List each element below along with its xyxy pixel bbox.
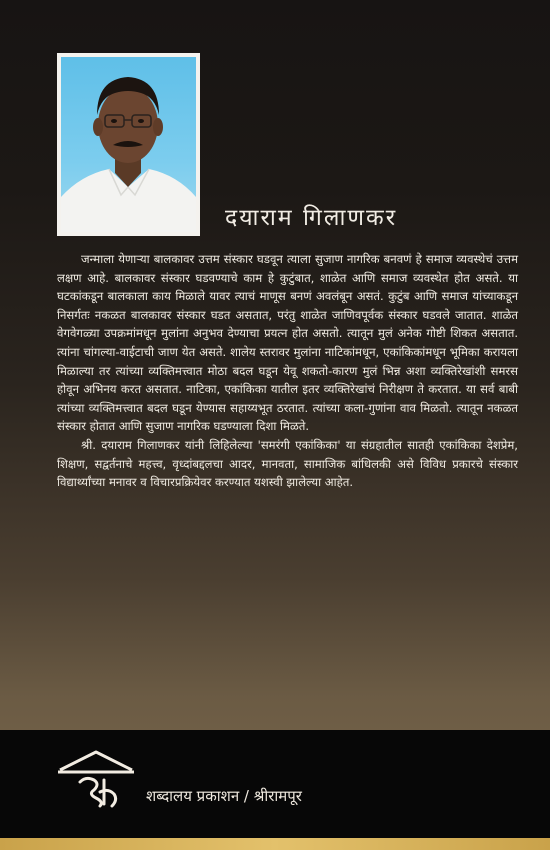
author-portrait-image <box>61 57 196 232</box>
author-name: दयाराम गिलाणकर <box>225 205 398 231</box>
book-description <box>57 250 518 492</box>
publisher-name: शब्दालय प्रकाशन / श्रीरामपूर <box>146 787 302 805</box>
house-sha-logo-icon <box>56 748 136 810</box>
accent-strip <box>0 838 550 850</box>
description-paragraph-2: श्री. दयाराम गिलाणकर यांनी लिहिलेल्या 'समरंगी एकांकिका' या संग्रहातील सातही एकांकिका देशप्रेम, शिक्षण, सद्वर्तनाचे महत्त्व, वृध्दांबद्दलचा आदर, मानवता, सामाजिक बांधिलकी असे विविध प्रकारचे संस्कार विद्यार्थ्यांच्या मनावर व विचारप्रक्रियेवर करण्यात यशस्वी झालेल्या आहेत. <box>57 437 518 490</box>
author-photo <box>57 53 200 236</box>
description-paragraph-1: जन्माला येणाऱ्या बालकावर उत्तम संस्कार घडवून त्याला सुजाण नागरिक बनवणं हे समाज व्यवस्थेचं उत्तम लक्षण आहे. बालकावर संस्कार घडवण्याचे काम हे कुटुंबात, शाळेत आणि समाज व्यवस्थेत होत असते. या घटकांकडून बालकाला काय मिळाले यावर त्याचं माणूस बनणं अवलंबून असतं. कुटुंब आणि समाज यांच्याकडून निसर्गतः नकळत बालकावर संस्कार घडत असतात, परंतु शाळेत जाणिवपूर्वक संस्कार घडवले जातात. शाळेत वेगवेगळ्या उपक्रमांमधून मुलांना अनुभव देण्याचा प्रयत्न होत असतो. त्यातून मुलं अनेक गोष्टी शिकत असतात. त्यांना चांगल्या-वाईटाची जाण येत असते. शालेय स्तरावर मुलांना नाटिकांमधून, एकांकिकांमधून भूमिका करायला मिळाल्या तर त्यांच्या व्यक्तिमत्त्वात मोठा बदल घडून येवू शकतो-कारण मुलं भिन्न अशा व्यक्तिरेखांशी समरस होवून अभिनय करत असतात. नाटिका, एकांकिका यातील इतर व्यक्तिरेखांचं निरीक्षण ते करतात. या सर्व बाबी त्यांच्या व्यक्तिमत्त्वात बदल घडून येण्यास सहाय्यभूत ठरतात. त्यांच्या कला-गुणांना वाव मिळतो. त्यातून नकळत संस्कार होतात आणि सुजाण नागरिक घडण्याला दिशा मिळते. <box>57 252 518 434</box>
